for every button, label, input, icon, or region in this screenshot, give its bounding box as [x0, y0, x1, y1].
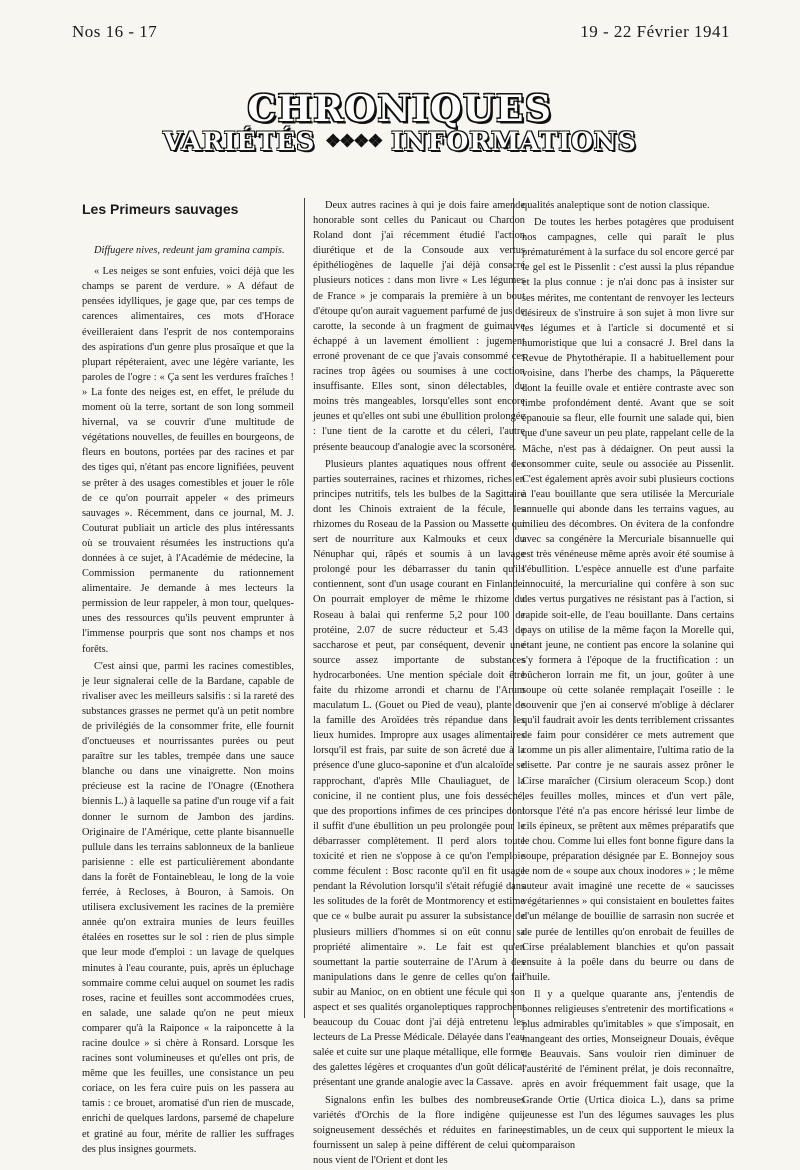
masthead-title: CHRONIQUES	[247, 88, 553, 130]
issue-date: 19 - 22 Février 1941	[580, 22, 730, 41]
masthead-separator-ornament: ❖❖❖❖	[325, 131, 382, 152]
article-title: Les Primeurs sauvages	[82, 201, 239, 217]
masthead-subtitle	[0, 127, 800, 156]
article-column-1	[82, 200, 294, 1159]
article-epigraph: Diffugere nives, redeunt jam gramina campis.	[94, 245, 285, 257]
paragraph: Il y a quelque quarante ans, j'entendis de bonnes religieuses s'entretenir des mortifications « plus admirables qu'imitables » que s'imposait, en mangeant des orties, Monseigneur Douais, évêque de Beauvais. Sans vouloir rien diminuer de l'austérité de l'éminent prélat, je dois reconnaître, après en avoir fréquemment fait usage, que la Grande Ortie (Urtica dioica L.), dans sa prime jeunesse est l'un des légumes sauvages les plus estimables, un de ceux qui supportent le mieux la comparaison	[522, 988, 734, 1151]
paragraph: qualités analeptique sont de notion classique.	[522, 200, 710, 211]
masthead-informations: INFORMATIONS	[391, 127, 637, 156]
masthead-varietes: VARIÉTÉS	[163, 127, 316, 156]
article-column-3	[522, 198, 734, 1155]
paragraph: Deux autres racines à qui je dois faire amende honorable sont celles du Panicaut ou Chardon Roland dont j'ai récemment étudié l'action diurétique et de la Consoude aux vertus épithéliogènes de laquelle j'ai déjà consacré plusieurs notices : dans mon livre « Les légumes de France » je comparais la première à un bout d'étoupe qu'on aurait vaguement parfumé de jus de carotte, la seconde à un fragment de guimauve échappé à un lavement émollient : jugement erroné provenant de ce que j'avais consommé ces racines trop âgées ou soumises à une coction insuffisante. Elles sont, sinon délectables, du moins très mangeables, lorsqu'elles sont encore jeunes et qu'elles ont subi une ébullition prolongée : l'une tient de la carotte et du céleri, l'autre présente beaucoup d'analogie avec la scorsonère.	[313, 200, 525, 453]
paragraph: « Les neiges se sont enfuies, voici déjà que les champs se parent de verdure. » A défaut de pensées idylliques, je gage que, par ces temps de carences alimentaires, ces mots d'Horace éveilleraient dans l'esprit de nos contemporains des aspirations d'un genre plus prosaïque et que la plupart répéteraient, avec une légère variante, les paroles de l'ogre : « Ça sent les verdures fraîches ! » La fonte des neiges est, en effet, le prélude du moment où la terre, sortant de son long sommeil hivernal, va se couvrir d'une multitude de végétations nouvelles, de feuilles en bourgeons, de fleurs en boutons, portées par des racines et par des tiges qui, n'étant pas encore lignifiées, peuvent se prêter à des usages comestibles et jouer le rôle de ce qu'on pourrait appeler « des primeurs sauvages ». Récemment, dans ce journal, M. J. Couturat publiait un article des plus intéressants où se trouvaient résumées les instructions qu'a données à ce sujet, à l'Académie de médecine, la Commission permanente du rationnement alimentaire. Je demande à mes lecteurs la permission de leur rappeler, à mon tour, quelques-unes des ressources qu'ils peuvent emprunter à l'immense pourpris que sont nos champs et nos forêts.	[82, 266, 294, 655]
issue-number: Nos 16 - 17	[72, 22, 158, 41]
paragraph: C'est ainsi que, parmi les racines comestibles, je leur signalerai celle de la Bardane, capable de rivaliser avec les meilleurs salsifis : si la rareté des substances grasses ne permet qu'à un petit nombre de privilégiés de la consommer frite, elle fournit d'onctueuses et nourrissantes purées ou peut paraître sur les tables, trempée dans une sauce blanche ou dans une vinaigrette. Non moins précieuse est la racine de l'Onagre (Œnothera biennis L.) à laquelle sa patine d'un rouge vif a fait donner le surnom de Jambon des jardins. Originaire de l'Amérique, cette plante bisannuelle pullule dans les terrains sablonneux de la banlieue parisienne : elle est particulièrement abondante dans la forêt de Fontainebleau, le long de la voie ferrée, à Recloses, à Bouron, à Samois. On utilisera exclusivement les racines de la première année qu'on extraira munies de leurs feuilles étalées en rosettes sur le sol : rien de plus simple que leur mode d'emploi : un lavage de quelques minutes à l'eau courante, puis, après un épluchage sommaire comme celui auquel on soumet les radis roses, racine et feuilles sont accommodées crues, en salade, une salade qu'on ne peut mieux comparer qu'à la Raiponce « la raiponcette à la racine doulce » si chère à Ronsard. Lorsque les racines sont volumineuses et qu'elles ont pris, de même que les feuilles, une consistance un peu coriace, on les fera cuire puis on les passera au tamis : ce brouet, aromatisé d'un rien de muscade, enrichi de quelques lardons, parsemé de chapelure et gratiné au four, mérite de rallier les suffrages des plus insignes gourmets.	[82, 660, 294, 1155]
paragraph: De toutes les herbes potagères que produisent nos campagnes, celle qui paraît le plus prématurément à la surface du sol encore gercé par le gel est le Pissenlit : c'est aussi la plus répandue et la plus connue : je n'ai donc pas à insister sur ses mérites, me contentant de renvoyer les lecteurs désireux de s'instruire à son sujet à mon livre sur les légumes et à l'article si documenté et si humoristique que lui a consacré J. Brel dans la Revue de Phytothérapie. Il a habituellement pour voisine, dans l'herbe des champs, la Pâquerette dont la feuille ovale et entière contraste avec son limbe profondément denté. Avant que se soit épanouie sa fleur, elle fournit une salade qui, bien que d'une saveur un peu plate, rappelant celle de la Mâche, n'est pas à dédaigner. On peut aussi la consommer cuite, seule ou associée au Pissenlit. C'est également après avoir subi plusieurs coctions à l'eau bouillante que sera utilisée la Mercuriale annuelle qui abonde dans les terrains vagues, au milieu des décombres. On évitera de la confondre avec sa congénère la Mercuriale bisannuelle qui est très vénéneuse même après avoir été soumise à l'ébullition. L'espèce annuelle est d'une parfaite innocuité, la mercurialine qui confère à son suc des vertus purgatives ne résistant pas à l'action, si rapide soit-elle, de l'eau bouillante. Dans certains pays on utilise de la même façon la Morelle qui, étant jeune, ne contient pas encore la solanine qui s'y formera à l'époque de la fructification : un bûcheron lorrain me fit, un jour, goûter à une soupe où cette solanée remplaçait l'oseille : le souvenir que j'en ai conservé m'oblige à déclarer qu'il faudrait avoir les dents terriblement crissantes de faim pour considérer ce mets autrement que comme un pis aller alimentaire, l'ultima ratio de la disette. Par contre je ne saurais assez prôner le Cirse maraîcher (Cirsium oleraceum Scop.) dont les feuilles molles, minces et d'un vert pâle, lorsque l'été n'a pas encore hérissé leur limbe de cils épineux, se prêtent aux mêmes préparatifs que le chou. Comme lui elles font bonne figure dans la soupe, préparation désignée par E. Bonnejoy sous le nom de « soupe aux choux inodores » ; le même auteur avait imaginé une recette de « saucisses végétariennes » qui consistaient en boulettes faites d'un mélange de bouillie de sarrasin non sucrée et de purée de lentilles qu'on enrobait de feuilles de Cirse préalablement blanchies et qu'on passait ensuite à la poêle dans du beurre ou dans de l'huile.	[522, 217, 734, 983]
paragraph: Signalons enfin les bulbes des nombreuses variétés d'Orchis de la flore indigène qui, soigneusement desséchés et réduites en farine, fournissent un salep à peine différent de celui qui nous vient de l'Orient et dont les	[313, 1094, 525, 1166]
column-divider	[304, 198, 305, 1018]
article-column-2	[313, 198, 525, 1170]
paragraph: Plusieurs plantes aquatiques nous offrent des parties souterraines, racines et rhizomes, riches en principes nutritifs, tels les bulbes de la Sagittaire dont les Chinois extraient de la fécule, les rhizomes du Roseau de la Passion ou Massette qui sert de nourriture aux Kalmouks et ceux du Nénuphar qui, râpés et soumis à un lavage prolongé pour les débarrasser du tanin qu'ils contiennent, sont d'un usage courant en Finlande. On pourrait employer de même le rhizome du Roseau à balai qui renferme 5,2 pour 100 de protéine, 2.07 de sucre réducteur et 5.43 de saccharose et peut, par conséquent, devenir une source assez importante de substances hydrocarbonées. Une mention spéciale doit être faite du rhizome arrondi et charnu de l'Arum maculatum L. (Gouet ou Pied de veau), plante de la famille des Aroïdées très répandue dans les lieux humides. Impropre aux usages alimentaires lorsqu'il est frais, par suite de son âcreté due à la présence d'une gluco-saponine et d'un alcaloïde se rapprochant, d'après Mlle Chauliaguet, de la conicine, il ne contient plus, une fois desséché, que des proportions infimes de ces principes dont il suffit d'une ébullition un peu prolongée pour le débarrasser complètement. Il perd alors toute toxicité et rien ne s'oppose à ce qu'on l'emploie comme féculent : Bosc raconte qu'il en fit usage pendant la Révolution lorsqu'il s'était réfugié dans les solitudes de la forêt de Montmorency et estime que ce « bulbe aurait pu assurer la subsistance de plusieurs milliers d'hommes si on eût connu sa propriété alimentaire ». Le fait est qu'en soumettant la partie souterraine de l'Arum à des manipulations dans le genre de celles qu'on fait subir au Manioc, on en obtient une fécule qui son aspect et ses qualités organoleptiques rapprochent beaucoup du Couac dont j'ai déjà entretenu les lecteurs de La Presse Médicale. Délayée dans l'eau salée et cuite sur une plaque métallique, elle forme des galettes légères et croquantes d'un goût délicat présentant une grande analogie avec la Cassave.	[313, 458, 525, 1089]
